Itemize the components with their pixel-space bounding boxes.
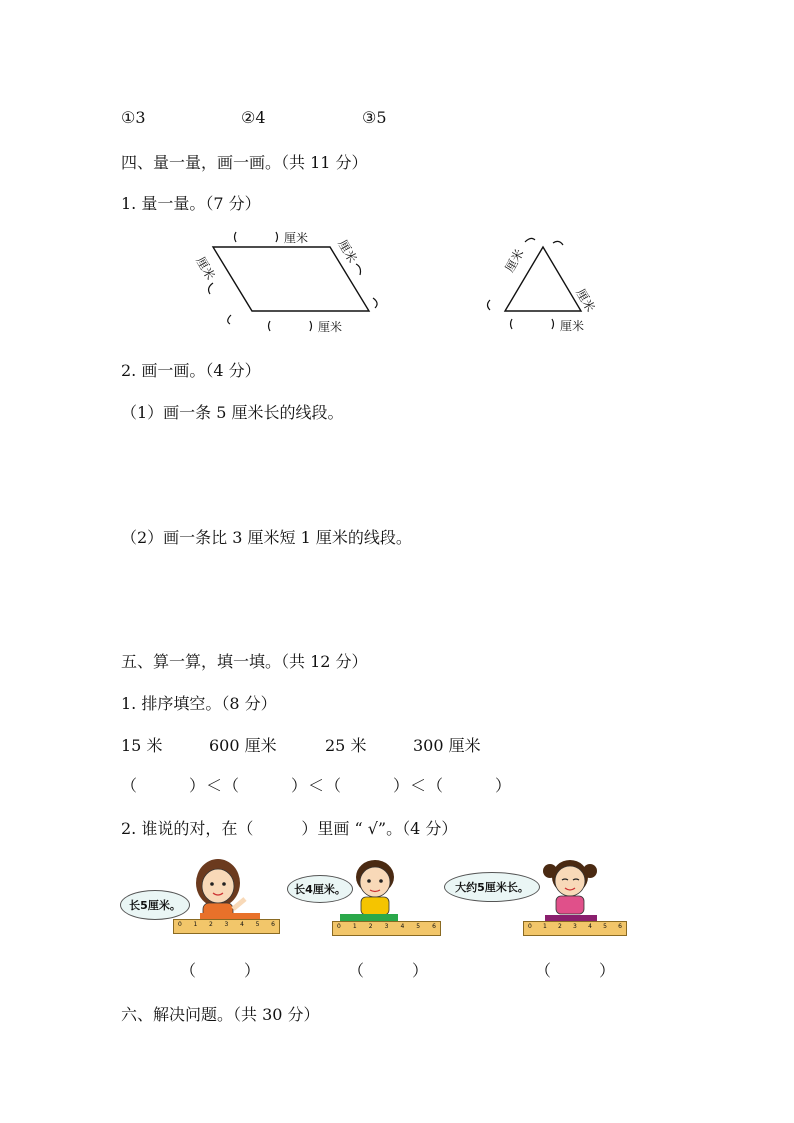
value-1: 15 米 [121, 736, 163, 755]
section4-q2: 2. 画一画。（4 分） [121, 361, 261, 380]
option-1: ①3 [121, 108, 146, 127]
value-3: 25 米 [325, 736, 367, 755]
parallelogram-bottom-unit: 厘米 [318, 320, 343, 334]
speech-text-1: 长5厘米。 [129, 899, 181, 912]
value-4: 300 厘米 [413, 736, 481, 755]
section5-q2: 2. 谁说的对，在（ ）里画 “ √”。（4 分） [121, 819, 458, 838]
triangle-bottom-unit: 厘米 [560, 319, 585, 333]
option-2: ②4 [241, 108, 266, 127]
parallelogram-left-unit: 厘米 [193, 254, 218, 283]
section6-title: 六、解决问题。（共 30 分） [121, 1005, 320, 1024]
measured-bar-3 [545, 915, 597, 921]
ruler-3: 0 1 2 3 4 5 6 [523, 921, 627, 936]
order-blanks: （ ）＜（ ）＜（ ）＜（ ） [121, 776, 513, 795]
ruler-1: 0 1 2 3 4 5 6 [173, 919, 280, 934]
triangle-left-unit: 厘米 [502, 246, 527, 275]
answer-blank-3[interactable]: （ ） [535, 961, 616, 980]
measured-bar-2 [340, 914, 398, 921]
ruler-2: 0 1 2 3 4 5 6 [332, 921, 441, 936]
speech-text-3: 大约5厘米长。 [455, 881, 529, 894]
section5-title: 五、算一算，填一填。（共 12 分） [121, 652, 368, 671]
measured-bar-1 [200, 913, 260, 919]
boy-illustration [345, 853, 415, 923]
speech-bubble-3 [444, 872, 540, 902]
value-2: 600 厘米 [209, 736, 277, 755]
triangle-right-unit: 厘米 [573, 286, 598, 315]
section5-q1: 1. 排序填空。（8 分） [121, 694, 277, 713]
section4-title: 四、量一量，画一画。（共 11 分） [121, 153, 368, 172]
answer-blank-2[interactable]: （ ） [348, 961, 429, 980]
parallelogram-top-unit: 厘米 [284, 231, 309, 245]
parallelogram-right-unit: 厘米 [335, 237, 360, 266]
answer-blank-1[interactable]: （ ） [180, 961, 261, 980]
speech-bubble-1 [120, 890, 190, 920]
speech-text-2: 长4厘米。 [294, 883, 346, 896]
section4-q2-2: （2）画一条比 3 厘米短 1 厘米的线段。 [121, 528, 412, 547]
section4-q2-1: （1）画一条 5 厘米长的线段。 [121, 403, 344, 422]
speech-bubble-2 [287, 875, 353, 903]
option-3: ③5 [362, 108, 387, 127]
section4-q1: 1. 量一量。（7 分） [121, 194, 261, 213]
